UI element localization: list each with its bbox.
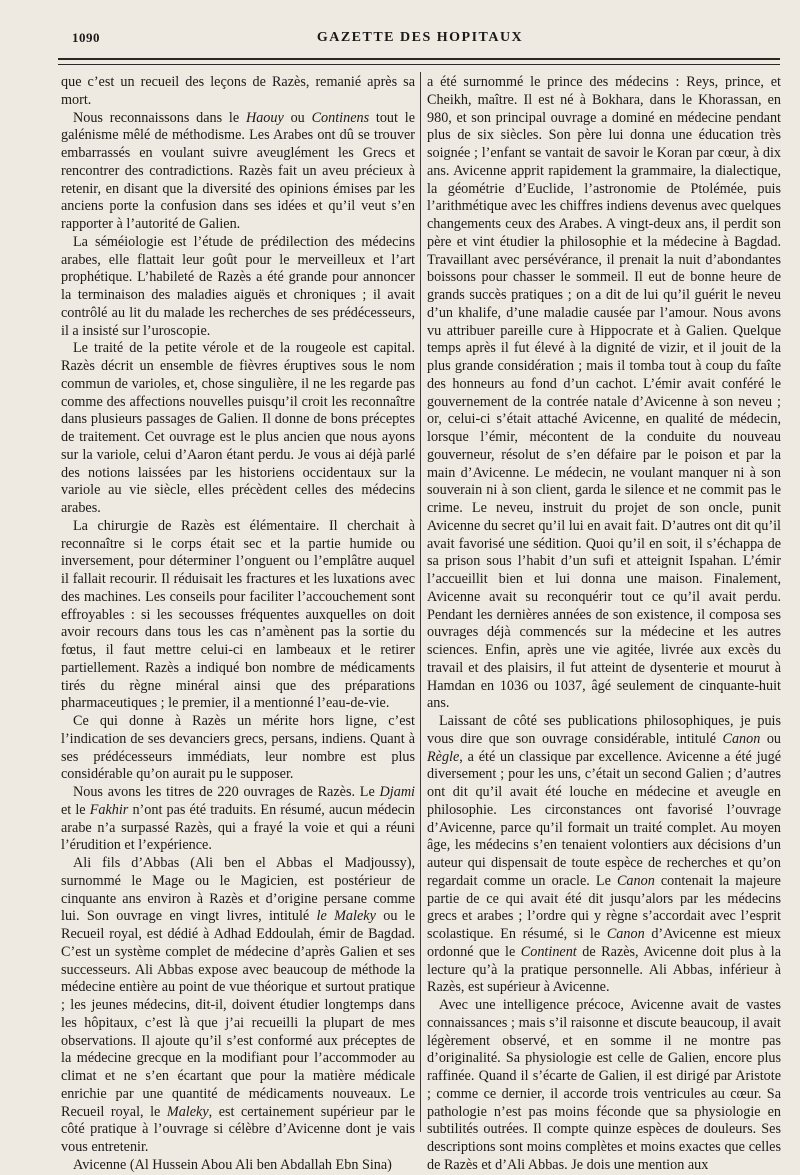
paragraph: Laissant de côté ses publications philosophiques, je puis vous dire que son ouvrage considérable, intitulé Canon ou Règle, a été un classique par excellence. Avicenne a été jugé diversement ; pour les uns, c’était un second Galien ; d’autres ont dit qu’il avait été louche en médecine et aveugle en philosophie. Les circonstances ont favorisé l’ouvrage d’Avicenne, parce qu’il formait un traité complet. Au moyen âge, les médecins s’en tenaient volontiers aux décisions d’un auteur qui dispensait de toute espèce de recherches et qu’on regardait comme un oracle. Le Canon contenait la majeure partie de ce qui avait été dit jusqu’alors par les médecins grecs et arabes ; l’ordre qui y règne s’accordait avec l’esprit scolastique. En résumé, si le Canon d’Avicenne est mieux ordonné que le Continent de Razès, Avicenne doit plus à la lecture qu’à la pratique personnelle. Ali Abbas, inférieur à Razès, est supérieur à Avicenne.	[427, 713, 782, 996]
paragraph: Le traité de la petite vérole et de la rougeole est capital. Razès décrit un ensemble de fièvres éruptives sous le nom commun de varioles, et, chose singulière, il ne les regarde pas comme des affections nouvelles puisqu’il croit les reconnaître dans plusieurs passages de Galien. Il donne de bons préceptes de traitement. Cet ouvrage est le plus ancien que nous ayons sur la variole, celui d’Aaron étant perdu. Je vous ai déjà parlé des notions laissées par les historiens occidentaux sur la variole au vie siècle, elles précèdent celles des médecins arabes.	[61, 340, 415, 516]
header-rule-thick	[58, 58, 780, 60]
column-divider	[420, 72, 421, 1132]
paragraph: Ce qui donne à Razès un mérite hors ligne, c’est l’indication de ses devanciers grecs, persans, indiens. Quant à ses prédécesseurs immédiats, leur nombre est plus considérable qu’on aurait pu le supposer.	[61, 713, 415, 783]
paragraph: que c’est un recueil des leçons de Razès, remanié après sa mort.	[61, 74, 415, 108]
paragraph: Ali fils d’Abbas (Ali ben el Abbas el Madjoussy), surnommé le Mage ou le Magicien, est postérieur de cinquante ans environ à Razès et d’origine persane comme lui. Son ouvrage en vingt livres, intitulé le Maleky ou le Recueil royal, est dédié à Adhad Eddoulah, émir de Bagdad. C’est un système complet de médecine d’après Galien et ses successeurs. Ali Abbas expose avec beaucoup de méthode la médecine entière au point de vue théorique et surtout pratique ; les jeunes médecins, dit-il, doivent étudier longtemps dans les hôpitaux, c’est là que j’ai recueilli la plupart de mes observations. Il ajoute qu’il s’est conformé aux préceptes de la médecine grecque en la modifiant pour l’accommoder au climat et ne s’en écartant que pour la matière médicale enrichie par une quantité de médicaments nouveaux. Le Recueil royal, le Maleky, est certainement supérieur par le côté pratique à l’ouvrage si célèbre d’Avicenne dont je vais vous entretenir.	[61, 855, 415, 1155]
paragraph: a été surnommé le prince des médecins : Reys, prince, et Cheikh, maître. Il est né à Bokhara, dans le Khorassan, en 980, et son principal ouvrage a dominé en médecine pendant plus de six siècles. Son père lui donna une éducation très soignée ; l’enfant se vantait de savoir le Koran par cœur, à dix ans. Avicenne apprit rapidement la grammaire, la dialectique, la géométrie d’Euclide, l’astronomie de Ptolémée, puis l’arithmétique avec les chiffres indiens devenus avec quelques changements ceux des Arabes. A vingt-deux ans, il perdit son père et vint étudier la philosophie et la médecine à Bagdad. Travaillant avec persévérance, il prenait la nuit d’abondantes boissons pour chasser le sommeil. Il eut de bonne heure de grands succès pratiques ; on a dit de lui qu’il guérit le neveu d’un khalife, d’une maladie causée par l’amour. Nous avons vu attribuer pareille cure à Hippocrate et à Galien. Quelque temps après il fut élevé à la dignité de vizir, et il jouit de la plus grande considération ; mais il tomba tout à coup du faîte des honneurs au fond d’un cachot. L’émir avait conféré le gouvernement de la contrée natale d’Avicenne à son neveu ; or, celui-ci s’était attaché Avicenne, en qualité de médecin, lorsque l’émir, mécontent de la conduite du nouveau gouverneur, résolut de s’en défaire par le poison et par la main d’Avicenne. Le médecin, ne voulant manquer ni à son souverain ni à son client, garda le silence et ne commit pas le crime. Le neveu, instruit du projet de son oncle, punit Avicenne du secret qu’il lui en avait fait. D’autres ont dit qu’il avait favorisé une sédition. Quoi qu’il en soit, il s’échappa de sa prison sous l’habit d’un sufi et atteignit Ispahan. L’émir l’accueillit bien et lui donna une maison. Finalement, Avicenne avait su reconquérir tout ce qu’il avait perdu. Pendant les dernières années de son existence, il composa ses ouvrages déjà commencés sur la médecine et les autres sciences. Enfin, après une vie agitée, livrée aux excès du travail et des plaisirs, il fut atteint de dysenterie et mourut à Hamdan en 1036 ou 1037, âgé seulement de cinquante-huit ans.	[427, 74, 781, 712]
journal-title: GAZETTE DES HOPITAUX	[316, 30, 524, 45]
paragraph: Avicenne (Al Hussein Abou Ali ben Abdallah Ebn Sina)	[73, 1156, 392, 1173]
paragraph: Avec une intelligence précoce, Avicenne avait de vastes connaissances ; mais s’il raisonne et discute beaucoup, il avait légèrement observé, et en somme il ne montre pas d’originalité. Sa physiologie est celle de Galien, encore plus raffinée. Quand il s’écarte de Galien, il est dirigé par Aristote ; comme ce dernier, il accorde trois ventricules au cœur. Sa pathologie n’est pas moins féconde que sa physiologie en subtilités outrées. Il compte quinze espèces de douleurs. Ses descriptions sont moins complètes et moins exactes que celles de Razès et d’Ali Abbas. Je dois une mention aux	[427, 997, 781, 1173]
page-header	[60, 30, 780, 52]
page-number: 1090	[72, 30, 100, 45]
paragraph: La chirurgie de Razès est élémentaire. Il cherchait à reconnaître si le corps était sec et la partie humide ou inversement, pour déterminer l’onguent ou l’emplâtre auquel il fallait recourir. Il réduisait les fractures et les luxations avec des machines. Les conseils pour faciliter l’accouchement sont effroyables : si les secousses fréquentes auxquelles on doit avoir recours dans tous les cas n’amènent pas la sortie du fœtus, il faut mettre celui-ci en lambeaux et le retirer partiellement. Razès a indiqué bon nombre de médicaments tirés du règne minéral ainsi que des préparations pharmaceutiques ; le premier, il a mentionné l’eau-de-vie.	[61, 517, 415, 712]
left-column	[61, 74, 415, 1175]
header-rule-thin	[58, 64, 780, 65]
paragraph: Nous reconnaissons dans le Haouy ou Continens tout le galénisme mêlé de méthodisme. Les Arabes ont dû se trouver embarrassés en voulant suivre aveuglément les Grecs et rencontrer des contradictions. Razès fait un aveu précieux à retenir, en disant que la diversité des opinions émises par les anciens porte la confusion dans ses idées et qu’il veut s’en rapporter à l’autorité de Galien.	[61, 109, 416, 232]
paragraph: La séméiologie est l’étude de prédilection des médecins arabes, elle flattait leur goût pour le merveilleux et l’art prophétique. L’habileté de Razès a été grande pour annoncer la terminaison des maladies aiguës et chroniques ; il avait contrôlé au lit du malade les recherches de ses prédécesseurs, il a insisté sur l’uroscopie.	[61, 233, 415, 339]
paragraph: Nous avons les titres de 220 ouvrages de Razès. Le Djami et le Fakhir n’ont pas été traduits. En résumé, aucun médecin arabe n’a surpassé Razès, qui a frayé la voie et qui a réuni l’érudition et l’expérience.	[61, 784, 415, 854]
right-column	[427, 74, 781, 1175]
